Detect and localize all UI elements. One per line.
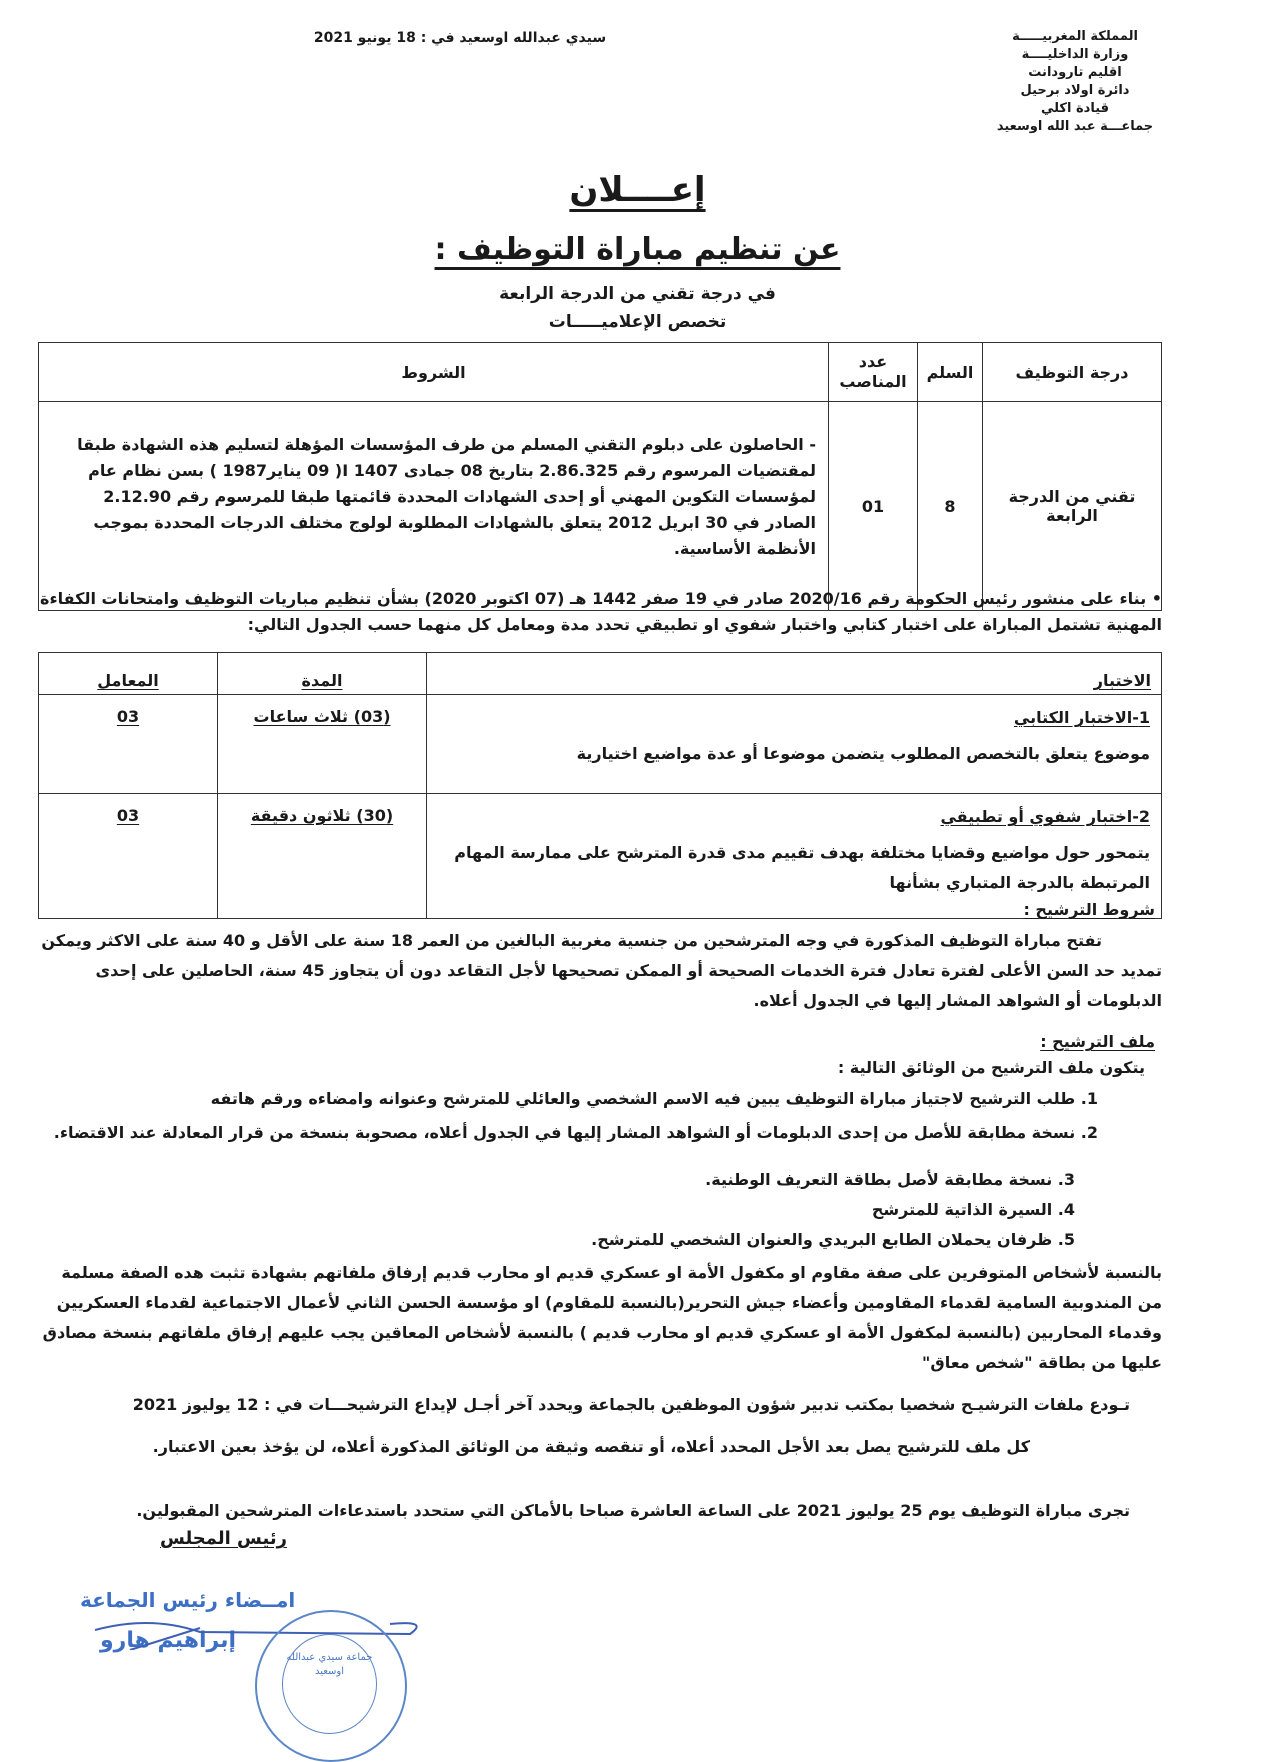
header-grade: درجة التوظيف bbox=[983, 343, 1162, 402]
application-file-heading: ملف الترشيح : bbox=[1040, 1032, 1155, 1051]
announcement-title: إعــــلان bbox=[569, 170, 706, 210]
cell-coefficient: 03 bbox=[39, 794, 218, 919]
issuing-authority-block bbox=[995, 28, 1155, 136]
table-header-row bbox=[39, 653, 1162, 695]
header-count: عدد المناصب bbox=[829, 343, 918, 402]
eligibility-heading: شروط الترشيح : bbox=[1023, 900, 1155, 919]
exam-title: 2-اختبار شفوي أو تطبيقي bbox=[940, 807, 1150, 826]
announcement-subject: عن تنظيم مباراة التوظيف : bbox=[434, 232, 841, 267]
signature-title: رئيس المجلس bbox=[160, 1528, 287, 1549]
application-file-intro: يتكون ملف الترشيح من الوثائق التالية : bbox=[837, 1058, 1145, 1077]
authority-line: اقليم تارودانت bbox=[1028, 65, 1122, 80]
list-item: 4. السيرة الذاتية للمترشح bbox=[871, 1200, 1075, 1219]
list-item: 3. نسخة مطابقة لأصل بطاقة التعريف الوطنية. bbox=[705, 1170, 1075, 1189]
special-cases-note: بالنسبة لأشخاص المتوفرين على صفة مقاوم او مكفول الأمة او عسكري قديم او محارب قديم إرفاق ملفاتهم بشهادة تثبت هده الصفة مسلمة من المندوبية السامية لقدماء المقاومين وأعضاء جيش التحرير(بالنسبة للمقاوم) او مؤسسة الحسن الثاني لأعمال الاجتماعية لقدماء العسكريين وقدماء المحاربين (بالنسبة لمكفول الأمة او عسكري قديم او محارب قديم ) بالنسبة لأشخاص المعاقين يجب عليهم إرفاق ملفاتهم بنسخة مصادق عليها من بطاقة "شخص معاق" bbox=[42, 1263, 1162, 1372]
legal-basis-paragraph: • بناء على منشور رئيس الحكومة رقم 2020/16 صادر في 19 صفر 1442 هـ (07 اكتوبر 2020) بشأن تنظيم مباريات التوظيف وامتحانات الكفاءة المهنية تشتمل المباراة على اختبار كتابي واختبار شفوي او تطبيقي تحدد مدة ومعامل كل منهما حسب الجدول التالي: bbox=[40, 589, 1162, 634]
exam-date-text: تجرى مباراة التوظيف يوم 25 يوليوز 2021 على الساعة العاشرة صباحا بالأماكن التي ستحدد باستدعاءات المترشحين المقبولين. bbox=[136, 1501, 1130, 1520]
header-coefficient: المعامل bbox=[39, 653, 218, 695]
place-and-date: سيدي عبدالله اوسعيد في : 18 يونيو 2021 bbox=[313, 30, 607, 46]
header-conditions: الشروط bbox=[39, 343, 829, 402]
table-header-row bbox=[39, 343, 1162, 402]
cell-duration: (30) ثلاثون دقيقة bbox=[218, 794, 427, 919]
list-item: 1. طلب الترشيح لاجتياز مباراة التوظيف يبين فيه الاسم الشخصي والعائلي للمترشح وعنوانه وامضاءه ورقم هاتفه bbox=[210, 1089, 1098, 1108]
handwritten-signature-label: امــضاء رئيس الجماعة bbox=[80, 1588, 296, 1612]
cell-exam bbox=[427, 695, 1162, 794]
official-stamp-icon bbox=[255, 1610, 407, 1762]
header-exam: الاختبار bbox=[427, 653, 1162, 695]
stamp-inner-text: جماعة سيدي عبدالله اوسعيد bbox=[282, 1634, 377, 1734]
deadline-text: تـودع ملفات الترشيـح شخصيا بمكتب تدبير شؤون الموظفين بالجماعة ويحدد آخر أجـل لإيداع الترشيحـــات في : 12 يوليوز 2021 bbox=[132, 1395, 1130, 1414]
list-item: 5. ظرفان يحملان الطابع البريدي والعنوان الشخصي للمترشح. bbox=[591, 1230, 1075, 1249]
cell-scale: 8 bbox=[918, 402, 983, 611]
table-row bbox=[39, 402, 1162, 611]
grade-subtitle: في درجة تقني من الدرجة الرابعة bbox=[499, 284, 776, 304]
exam-description: موضوع يتعلق بالتخصص المطلوب يتضمن موضوعا أو عدة مواضيع اختيارية bbox=[576, 744, 1150, 763]
exam-title: 1-الاختبار الكتابي bbox=[1013, 708, 1150, 727]
cell-conditions: - الحاصلون على دبلوم التقني المسلم من طرف المؤسسات المؤهلة لتسليم هذه الشهادة طبقا لمقتضيات المرسوم رقم 2.86.325 بتاريخ 08 جمادى I 1407( 09 يناير1987 ) بسن نظام عام لمؤسسات التكوين المهني أو إحدى الشهادات المحددة قائمتها طبقا للمرسوم رقم 2.12.90 الصادر في 30 ابريل 2012 يتعلق بالشهادات المطلوبة لولوج مختلف الدرجات المحددة بموجب الأنظمة الأساسية. bbox=[39, 402, 829, 611]
specialty-subtitle: تخصص الإعلاميـــــات bbox=[548, 312, 727, 332]
authority-line: جماعـــة عبد الله اوسعيد bbox=[996, 119, 1154, 134]
cell-duration: (03) ثلاث ساعات bbox=[218, 695, 427, 794]
authority-line: المملكة المغربيـــــة bbox=[1012, 29, 1138, 44]
exam-description: يتمحور حول مواضيع وقضايا مختلفة بهدف تقييم مدى قدرة المترشح على ممارسة المهام المرتبطة بالدرجة المتباري بشأنها bbox=[454, 843, 1150, 892]
table-row bbox=[39, 695, 1162, 794]
list-item: 2. نسخة مطابقة للأصل من إحدى الدبلومات أو الشواهد المشار إليها في الجدول أعلاه، مصحوبة بنسخة من قرار المعادلة عند الاقتضاء. bbox=[53, 1123, 1098, 1142]
authority-line: قيادة اكلي bbox=[1040, 101, 1110, 116]
eligibility-text: تفتح مباراة التوظيف المذكورة في وجه المترشحين من جنسية مغربية البالغين من العمر 18 سنة على الأقل و 40 سنة على الاكثر ويمكن تمديد حد السن الأعلى لفترة تعادل فترة الخدمات الصحيحة أو الممكن تصحيحها لأجل التقاعد دون أن يتجاوز 45 سنة، الحاصلين على إحدى الدبلومات أو الشواهد المشار إليها في الجدول أعلاه. bbox=[41, 931, 1162, 1010]
authority-line: وزارة الداخليــــة bbox=[1021, 47, 1129, 62]
cell-grade: تقني من الدرجة الرابعة bbox=[983, 402, 1162, 611]
cell-count: 01 bbox=[829, 402, 918, 611]
table-row bbox=[39, 794, 1162, 919]
handwritten-signature-name: إبراهيم هارو bbox=[100, 1628, 237, 1653]
late-application-note: كل ملف للترشيح يصل بعد الأجل المحدد أعلاه، أو تنقصه وثيقة من الوثائق المذكورة أعلاه، لن يؤخذ بعين الاعتبار. bbox=[152, 1437, 1030, 1456]
cell-coefficient: 03 bbox=[39, 695, 218, 794]
authority-line: دائرة اولاد برحيل bbox=[1020, 83, 1130, 98]
positions-table bbox=[38, 342, 1162, 611]
exams-table bbox=[38, 652, 1162, 919]
header-duration: المدة bbox=[218, 653, 427, 695]
header-scale: السلم bbox=[918, 343, 983, 402]
